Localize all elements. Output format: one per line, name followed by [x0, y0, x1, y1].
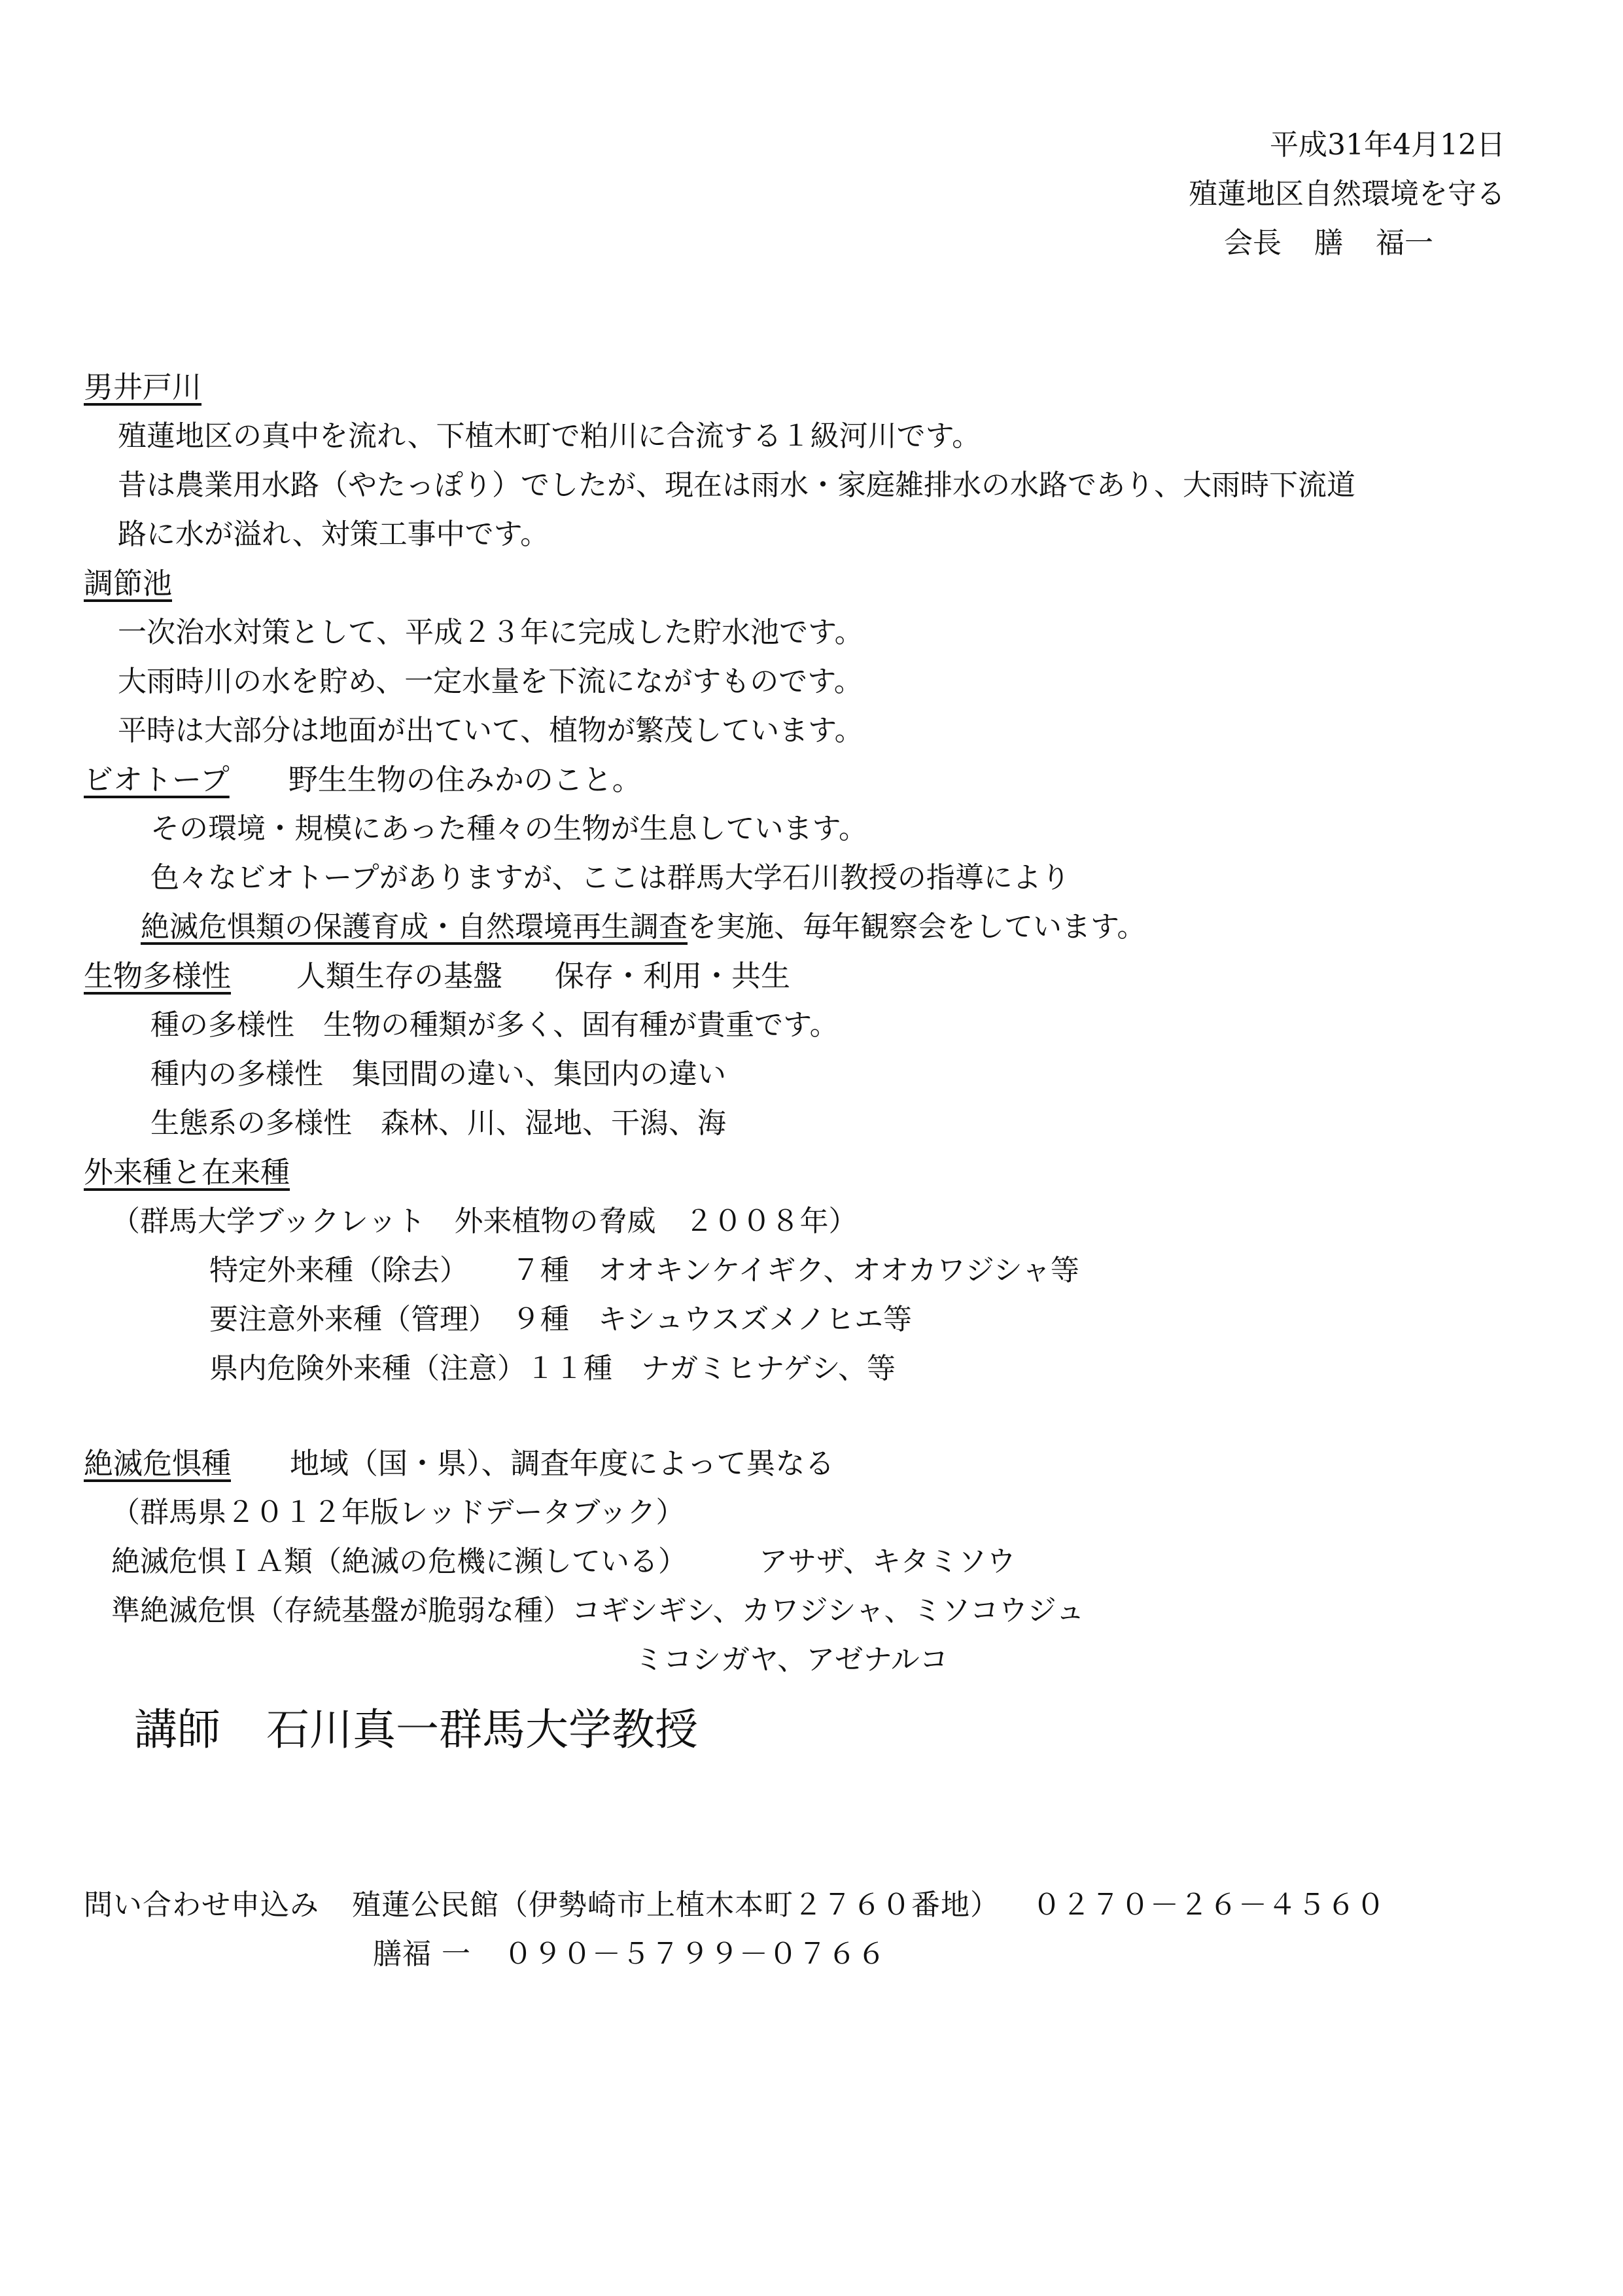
contact-line-1	[84, 1881, 1386, 1923]
contact-person: 膳福 一	[373, 1937, 471, 1971]
pond-line-1: 一次治水対策として、平成２３年に完成した貯水池です。	[118, 616, 864, 649]
date: 平成31年4月12日	[1270, 128, 1505, 162]
alien-source: （群馬大学ブックレット 外来植物の脅威 ２００８年）	[111, 1205, 858, 1238]
endangered-line-2: 準絶滅危惧（存続基盤が脆弱な種）コギシギシ、カワジシャ、ミソコウジュ	[111, 1594, 1085, 1627]
contact-place: 殖蓮公民館（伊勢崎市上植木本町２７６０番地）	[352, 1888, 1000, 1922]
biotope-line-1: その環境・規模にあった種々の生物が生息しています。	[150, 812, 868, 845]
contact-label: 問い合わせ申込み	[84, 1888, 319, 1922]
line-rest: を実施、毎年観察会をしています。	[688, 910, 1146, 944]
chair-name: 会長 膳 福一	[1224, 226, 1433, 260]
river-line-1: 殖蓮地区の真中を流れ、下植木町で粕川に合流する１級河川です。	[118, 419, 981, 453]
pond-line-3: 平時は大部分は地面が出ていて、植物が繁茂しています。	[118, 714, 864, 747]
river-line-2: 昔は農業用水路（やたっぽり）でしたが、現在は雨水・家庭雑排水の水路であり、大雨時下流道	[118, 468, 1355, 502]
section-biodiversity-heading	[84, 952, 790, 995]
section-subtitle: 野生生物の住みかのこと。	[288, 762, 642, 797]
biodiversity-line-3: 生態系の多様性 森林、川、湿地、干潟、海	[150, 1106, 726, 1140]
section-alien-heading	[84, 1148, 323, 1191]
alien-line-3: 県内危険外来種（注意）１１種 ナガミヒナゲシ、等	[209, 1352, 896, 1385]
section-sub2: 保存・利用・共生	[555, 959, 791, 993]
biotope-line-2: 色々なビオトープがありますが、ここは群馬大学石川教授の指導により	[150, 861, 1070, 894]
section-pond-heading	[84, 559, 172, 602]
contact-mobile: ０９０－５７９９－０７６６	[504, 1937, 886, 1971]
organization-name: 殖蓮地区自然環境を守る	[1189, 177, 1505, 211]
biodiversity-line-1: 種の多様性 生物の種類が多く、固有種が貴重です。	[150, 1008, 839, 1042]
lecturer	[134, 1695, 698, 1757]
section-endangered-heading	[84, 1439, 835, 1482]
endangered-line-3: ミコシガヤ、アゼナルコ	[635, 1643, 949, 1676]
lecturer-label: 講師	[134, 1704, 220, 1755]
pond-line-2: 大雨時川の水を貯め、一定水量を下流にながすものです。	[118, 665, 863, 698]
section-title: ビオトープ	[84, 762, 230, 797]
section-subtitle: 地域（国・県）、調査年度によって異なる	[290, 1446, 835, 1481]
underlined-phrase: 絶滅危惧類の保護育成・自然環境再生調査	[141, 910, 688, 944]
contact-phone: ０２７０－２６－４５６０	[1032, 1888, 1386, 1922]
document-header	[1047, 121, 1505, 278]
section-biotope-heading	[84, 756, 642, 798]
section-title: 絶滅危惧種	[84, 1446, 232, 1481]
alien-line-2: 要注意外来種（管理） ９種 キシュウスズメノヒエ等	[209, 1303, 913, 1336]
river-line-3: 路に水が溢れ、対策工事中です。	[118, 518, 550, 551]
section-title: 男井戸川	[84, 370, 202, 404]
section-title: 生物多様性	[84, 959, 232, 993]
endangered-source: （群馬県２０１２年版レッドデータブック）	[111, 1496, 685, 1529]
section-title: 調節池	[84, 566, 173, 601]
alien-line-1: 特定外来種（除去） ７種 オオキンケイギク、オオカワジシャ等	[209, 1254, 1079, 1287]
lecturer-name: 石川真一群馬大学教授	[266, 1704, 698, 1755]
endangered-line-1: 絶滅危惧ＩＡ類（絶滅の危機に瀕している） アサザ、キタミソウ	[111, 1545, 1016, 1578]
contact-line-2	[373, 1930, 886, 1972]
section-title: 外来種と在来種	[84, 1155, 290, 1190]
biotope-line-3	[141, 903, 1145, 945]
biodiversity-line-2: 種内の多様性 集団間の違い、集団内の違い	[150, 1057, 726, 1091]
section-river-heading	[84, 363, 234, 406]
section-sub1: 人類生存の基盤	[296, 959, 503, 993]
